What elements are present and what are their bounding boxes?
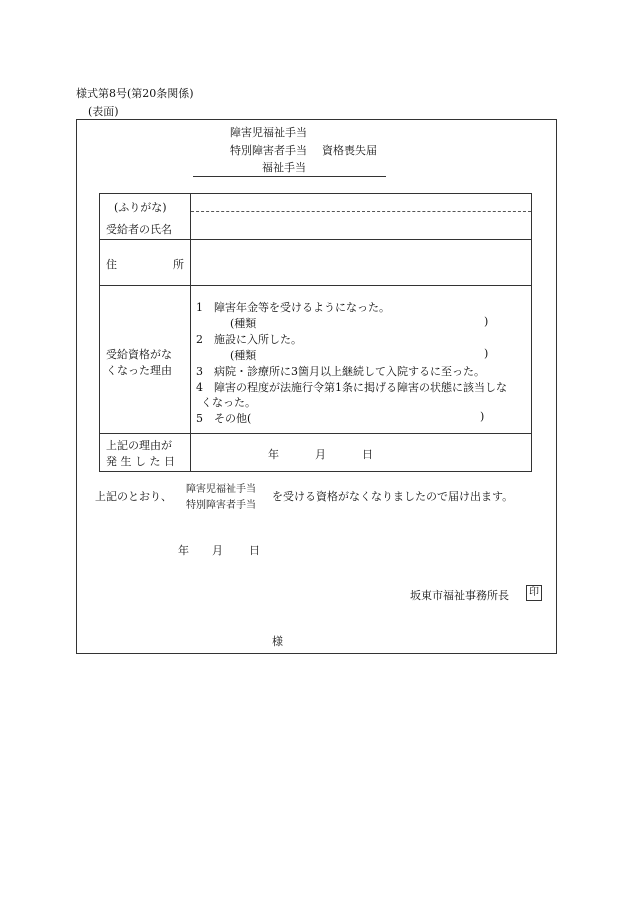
notice-tail: を受ける資格がなくなりましたので届け出ます。 [272,490,514,503]
applicant-honorific: 様 [272,635,283,648]
reason-2-type-close: ) [484,347,489,360]
occurrence-day: 日 [362,448,373,461]
form-number: 様式第8号(第20条関係) [76,87,194,100]
title-allowance-child: 障害児福祉手当 [230,126,307,139]
date-label-line2: 発 生 し た 日 [106,455,175,468]
seal-mark: 印 [526,585,542,601]
title-rule [193,176,386,177]
title-allowance-welfare: 福祉手当 [262,161,306,174]
title-allowance-special: 特別障害者手当 [230,144,307,157]
table-row-divider [100,433,531,434]
title-suffix: 資格喪失届 [322,144,377,157]
reason-5: 5 その他( [196,412,252,425]
furigana-label: (ふりがな) [114,201,167,214]
form-table [99,193,532,472]
reason-1-type-close: ) [484,315,489,328]
date-label-line1: 上記の理由が [106,439,172,452]
occurrence-year: 年 [268,448,279,461]
reason-5-close: ) [480,410,485,423]
submission-month: 月 [212,544,223,557]
address-label-start: 住 [106,258,117,271]
address-label-end: 所 [173,258,184,271]
notice-lead: 上記のとおり、 [95,490,172,503]
name-label: 受給者の氏名 [106,223,172,236]
reason-2-type: (種類 [230,349,257,362]
table-column-divider [190,194,191,471]
reason-label-line2: くなった理由 [106,364,172,377]
reason-4: 4 障害の程度が法施行令第1条に掲げる障害の状態に該当しな [196,381,507,394]
side-label: (表面) [88,105,119,118]
table-row-divider [100,239,531,240]
office-name: 坂東市福祉事務所長 [410,589,509,602]
notice-allowance-special: 特別障害者手当 [186,500,256,511]
table-row-divider [100,285,531,286]
occurrence-month: 月 [315,448,326,461]
reason-1-type: (種類 [230,317,257,330]
reason-2: 2 施設に入所した。 [196,333,302,346]
reason-label-line1: 受給資格がな [106,348,172,361]
notice-allowance-child: 障害児福祉手当 [186,484,256,495]
furigana-divider [191,211,531,212]
submission-day: 日 [249,544,260,557]
reason-4-cont: くなった。 [201,396,256,409]
submission-year: 年 [178,544,189,557]
reason-1: 1 障害年金等を受けるようになった。 [196,301,390,314]
reason-3: 3 病院・診療所に3箇月以上継続して入院するに至った。 [196,365,485,378]
